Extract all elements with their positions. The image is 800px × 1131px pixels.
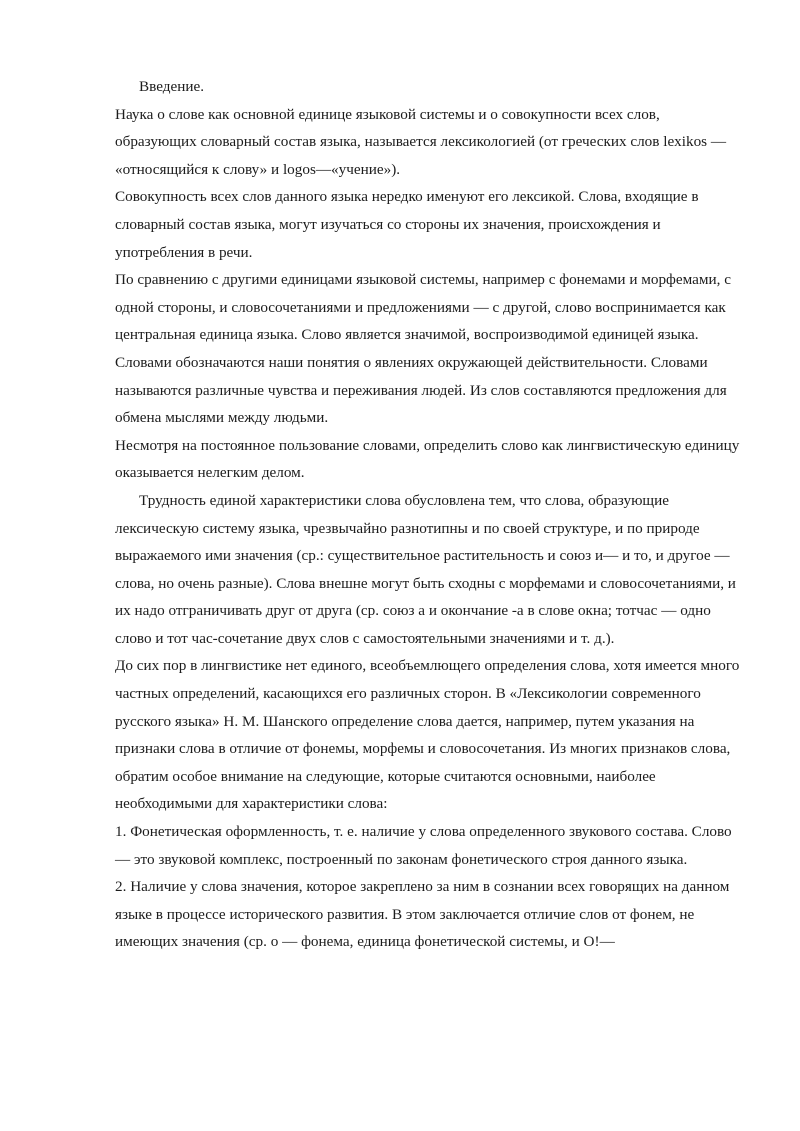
list-item: 2. Наличие у слова значения, которое закреплено за ним в сознании всех говорящих на данном языке в процессе исторического развития. В этом заключается отличие слов от фонем, не имеющих значения (ср. о — фонема, единица фонетической системы, и О!— — [115, 878, 730, 951]
paragraph: Наука о слове как основной единице языковой системы и о совокупности всех слов, образующих словарный состав языка, называется лексикологией (от греческих слов lexikos — «относящийся к слову» и logos—«учение»). — [115, 105, 727, 178]
paragraph: Несмотря на постоянное пользование словами, определить слово как лингвистическую единицу оказывается нелегким делом. — [115, 436, 740, 482]
paragraph: До сих пор в лингвистике нет единого, всеобъемлющего определения слова, хотя имеется много частных определений, касающихся его различных сторон. В «Лексикологии современного русского языка» Н. М. Шанского определение слова дается, например, путем указания на признаки слова в отличие от фонемы, морфемы и словосочетания. Из многих признаков слова, обратим особое внимание на следующие, которые считаются основными, наиболее необходимыми для характеристики слова: — [115, 657, 740, 813]
document-body — [115, 73, 745, 956]
paragraph: Трудность единой характеристики слова обусловлена тем, что слова, образующие лексическую систему языка, чрезвычайно разнотипны и по своей структуре, и по природе выражаемого ими значения (ср.: существительное растительность и союз и— и то, и другое — слова, но очень разные). Слова внешне могут быть сходны с морфемами и словосочетаниями, и их надо отграничивать друг от друга (ср. союз а и окончание -а в слове окна; тотчас — одно слово и тот час-сочетание двух слов с самостоятельными значениями и т. д.). — [115, 491, 736, 647]
paragraph: Совокупность всех слов данного языка нередко именуют его лексикой. Слова, входящие в словарный состав языка, могут изучаться со стороны их значения, происхождения и употребления в речи. — [115, 188, 699, 261]
list-item: 1. Фонетическая оформленность, т. е. наличие у слова определенного звукового состава. Слово — это звуковой комплекс, построенный по законам фонетического строя данного языка. — [115, 823, 732, 868]
paragraph: По сравнению с другими единицами языковой системы, например с фонемами и морфемами, с одной стороны, и словосочетаниями и предложениями — с другой, слово воспринимается как центральная единица языка. Слово является значимой, воспроизводимой единицей языка. — [115, 271, 731, 344]
section-heading: Введение. — [139, 78, 205, 95]
paragraph: Словами обозначаются наши понятия о явлениях окружающей действительности. Словами называются различные чувства и переживания людей. Из слов составляются предложения для обмена мыслями между людьми. — [115, 353, 727, 427]
